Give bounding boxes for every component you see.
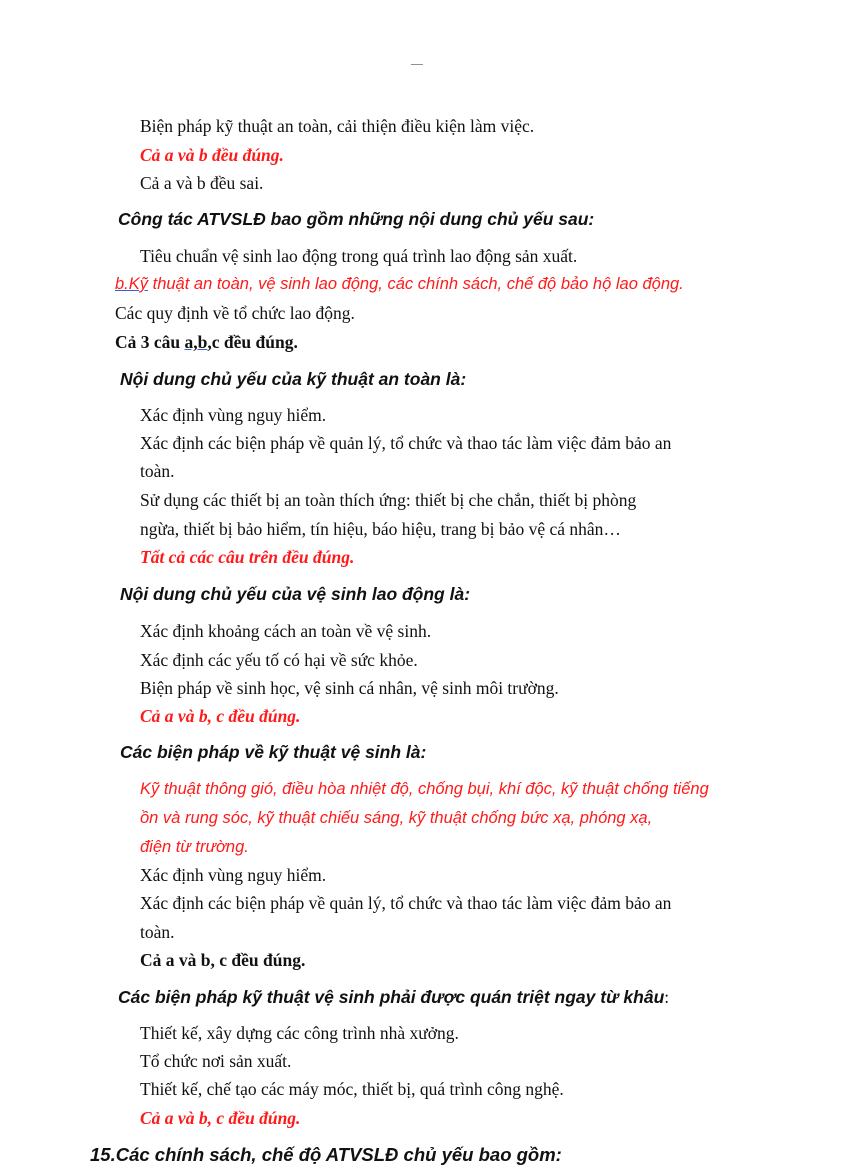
option-a-answer-line1: Kỹ thuật thông gió, điều hòa nhiệt độ, chống bụi, khí độc, kỹ thuật chống tiếng bbox=[140, 780, 709, 798]
question-title bbox=[118, 986, 669, 1008]
page-header-mark: — bbox=[411, 56, 423, 70]
option-d bbox=[115, 331, 298, 353]
option-d-underlined: a,b bbox=[184, 332, 208, 352]
question-title: Công tác ATVSLĐ bao gồm những nội dung chủ yếu sau: bbox=[118, 209, 595, 229]
option-d-answer: Cả a và b, c đều đúng. bbox=[140, 1108, 301, 1128]
option-c-line2: ngừa, thiết bị bảo hiểm, tín hiệu, báo hiệu, trang bị bảo vệ cá nhân… bbox=[140, 519, 621, 539]
option-b-line2: toàn. bbox=[140, 461, 175, 481]
option-a-answer-line2: ồn và rung sóc, kỹ thuật chiếu sáng, kỹ thuật chống bức xạ, phóng xạ, bbox=[140, 809, 653, 827]
question-colon: : bbox=[664, 987, 670, 1007]
option-d-answer: Cả a và b, c đều đúng. bbox=[140, 706, 301, 726]
option-b: Biện pháp kỹ thuật an toàn, cải thiện điều kiện làm việc. bbox=[140, 116, 535, 136]
option-a: Thiết kế, xây dựng các công trình nhà xưởng. bbox=[140, 1023, 459, 1043]
question-text: Các biện pháp kỹ thuật vệ sinh phải được quán triệt ngay từ khâu bbox=[118, 987, 665, 1007]
question-title: 15.Các chính sách, chế độ ATVSLĐ chủ yếu bao gồm: bbox=[90, 1144, 562, 1165]
option-b: Xác định các yếu tố có hại về sức khỏe. bbox=[140, 650, 418, 670]
option-b-prefix: b.Kỹ bbox=[115, 275, 149, 293]
option-c: Biện pháp về sinh học, vệ sinh cá nhân, vệ sinh môi trường. bbox=[140, 678, 559, 698]
option-c-line2: toàn. bbox=[140, 922, 175, 942]
option-a-answer-line3: điện từ trường. bbox=[140, 838, 249, 856]
option-c: Các quy định về tổ chức lao động. bbox=[115, 303, 355, 323]
option-d-post: ,c đều đúng. bbox=[207, 332, 298, 352]
option-b-text: thuật an toàn, vệ sinh lao động, các chính sách, chế độ bảo hộ lao động. bbox=[148, 275, 684, 293]
option-a: Xác định khoảng cách an toàn về vệ sinh. bbox=[140, 621, 432, 641]
option-c-line1: Xác định các biện pháp về quản lý, tổ chức và thao tác làm việc đảm bảo an bbox=[140, 893, 672, 913]
option-d: Cả a và b đều sai. bbox=[140, 173, 264, 193]
option-d: Cả a và b, c đều đúng. bbox=[140, 950, 306, 970]
option-b-line1: Xác định các biện pháp về quản lý, tổ chức và thao tác làm việc đảm bảo an bbox=[140, 433, 672, 453]
option-d-answer: Tất cả các câu trên đều đúng. bbox=[140, 547, 355, 567]
option-c-line1: Sử dụng các thiết bị an toàn thích ứng: thiết bị che chắn, thiết bị phòng bbox=[140, 490, 637, 510]
question-title: Nội dung chủ yếu của kỹ thuật an toàn là: bbox=[120, 369, 467, 389]
option-a: Tiêu chuẩn vệ sinh lao động trong quá trình lao động sản xuất. bbox=[140, 246, 578, 266]
option-d-pre: Cả 3 câu bbox=[115, 332, 185, 352]
option-c-answer: Cả a và b đều đúng. bbox=[140, 145, 284, 165]
question-title: Các biện pháp về kỹ thuật vệ sinh là: bbox=[120, 742, 427, 762]
option-b: Tổ chức nơi sản xuất. bbox=[140, 1051, 292, 1071]
question-title: Nội dung chủ yếu của vệ sinh lao động là: bbox=[120, 584, 471, 604]
option-b: Xác định vùng nguy hiểm. bbox=[140, 865, 327, 885]
option-b-answer bbox=[115, 273, 684, 295]
option-a: Xác định vùng nguy hiểm. bbox=[140, 405, 327, 425]
option-c: Thiết kế, chế tạo các máy móc, thiết bị, quá trình công nghệ. bbox=[140, 1079, 564, 1099]
